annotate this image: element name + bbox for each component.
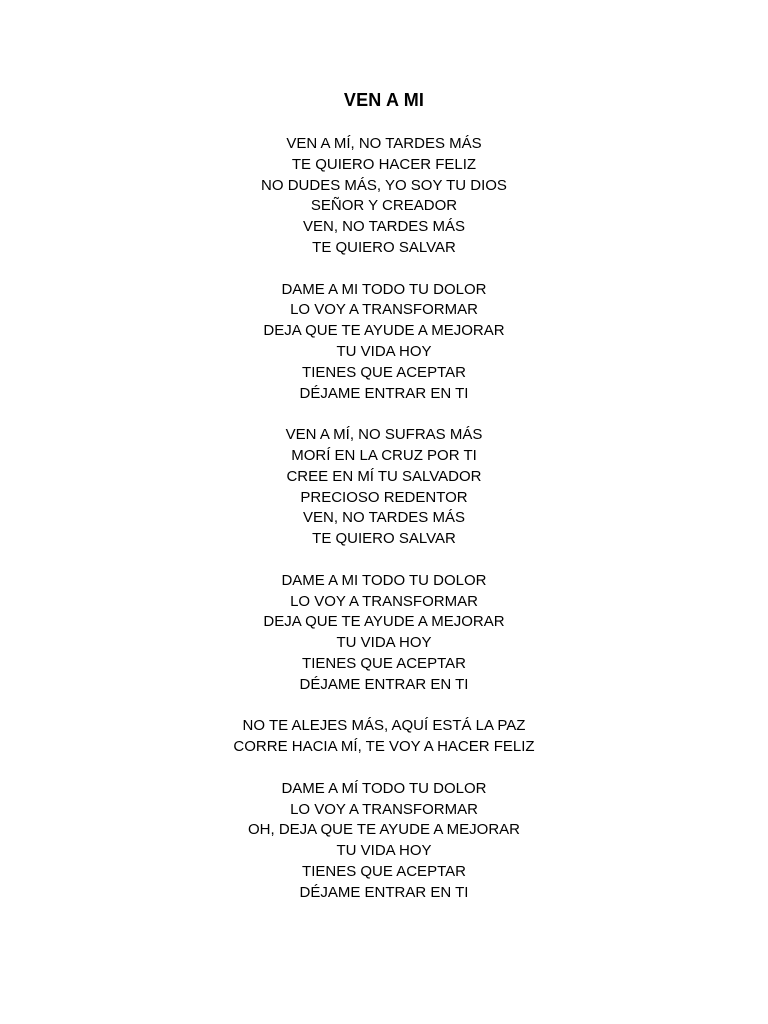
- lyric-line: CORRE HACIA MÍ, TE VOY A HACER FELIZ: [233, 738, 535, 756]
- lyric-line: TIENES QUE ACEPTAR: [302, 862, 466, 880]
- lyric-line: DÉJAME ENTRAR EN TI: [299, 384, 469, 402]
- stanza-5: [0, 716, 768, 758]
- lyric-line: NO TE ALEJES MÁS, AQUÍ ESTÁ LA PAZ: [242, 717, 526, 735]
- lyric-line: LO VOY A TRANSFORMAR: [290, 301, 478, 319]
- lyric-line: DEJA QUE TE AYUDE A MEJORAR: [263, 613, 505, 631]
- lyric-line: TIENES QUE ACEPTAR: [302, 654, 466, 672]
- lyric-line: VEN, NO TARDES MÁS: [303, 509, 465, 527]
- lyric-line: DÉJAME ENTRAR EN TI: [299, 883, 469, 901]
- lyric-line: TE QUIERO SALVAR: [312, 530, 456, 548]
- lyric-line: VEN A MÍ, NO TARDES MÁS: [286, 135, 482, 152]
- stanza-3: [0, 425, 768, 550]
- lyric-line: TU VIDA HOY: [336, 342, 432, 360]
- lyric-line: MORÍ EN LA CRUZ POR TI: [291, 446, 477, 464]
- lyric-line: TU VIDA HOY: [336, 842, 432, 860]
- lyric-line: PRECIOSO REDENTOR: [300, 488, 468, 506]
- stanza-4: [0, 571, 768, 696]
- lyric-line: CREE EN MÍ TU SALVADOR: [286, 467, 482, 485]
- lyric-line: LO VOY A TRANSFORMAR: [290, 800, 478, 818]
- lyric-line: DÉJAME ENTRAR EN TI: [299, 675, 469, 693]
- stanza-6: [0, 779, 768, 904]
- lyric-line: DEJA QUE TE AYUDE A MEJORAR: [263, 322, 505, 340]
- lyric-line: TE QUIERO SALVAR: [312, 238, 456, 256]
- lyric-line: TE QUIERO HACER FELIZ: [291, 155, 477, 173]
- lyrics-body: [0, 134, 768, 924]
- stanza-1: [0, 134, 768, 259]
- lyric-line: TU VIDA HOY: [336, 634, 432, 652]
- lyric-line: NO DUDES MÁS, YO SOY TU DIOS: [261, 176, 507, 194]
- lyric-line: SEÑOR Y CREADOR: [310, 197, 458, 215]
- song-title: VEN A MI: [343, 90, 425, 110]
- lyric-line: VEN, NO TARDES MÁS: [303, 218, 465, 236]
- lyric-line: DAME A MI TODO TU DOLOR: [281, 571, 487, 589]
- lyric-line: OH, DEJA QUE TE AYUDE A MEJORAR: [247, 821, 520, 839]
- lyric-line: VEN A MÍ, NO SUFRAS MÁS: [285, 426, 483, 444]
- stanza-2: [0, 280, 768, 405]
- lyric-line: DAME A MÍ TODO TU DOLOR: [281, 779, 487, 797]
- lyric-line: DAME A MI TODO TU DOLOR: [281, 280, 487, 298]
- lyric-line: LO VOY A TRANSFORMAR: [290, 592, 478, 610]
- lyric-line: TIENES QUE ACEPTAR: [302, 363, 466, 381]
